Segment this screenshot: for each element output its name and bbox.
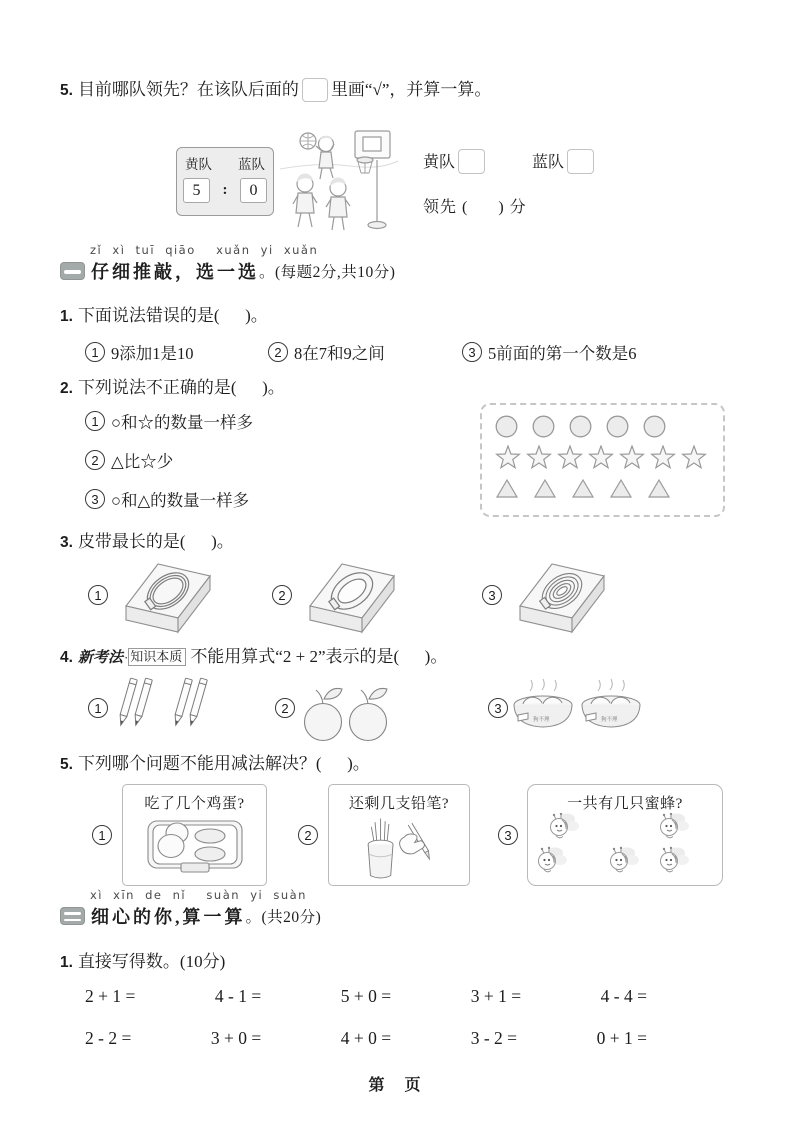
q5-caption-3: 一共有几只蜜蜂?	[567, 796, 683, 812]
section-two-pinyin: zǐ xì tuī qiāo xuǎn yi xuǎn	[90, 243, 319, 257]
section-two-icon	[60, 262, 85, 280]
section-two-header	[60, 258, 395, 284]
star-shape	[681, 445, 707, 471]
belt-image-1	[112, 556, 212, 638]
calc-problem: 4 + 0 =	[340, 1028, 392, 1048]
q4-line	[60, 645, 447, 670]
q1-text: 下面说法错误的是( )。	[77, 306, 268, 325]
q5-option-label-1[interactable]: 1	[92, 825, 112, 845]
triangle-shape	[533, 478, 557, 499]
intro-question-text-before: 目前哪队领先？在该队后面的	[77, 80, 299, 99]
calc-problem: 5 + 0 =	[340, 986, 392, 1006]
circle-row	[495, 415, 710, 438]
scoreboard	[176, 147, 274, 216]
circle-shape	[495, 415, 518, 438]
q3-option-label-1[interactable]: 1	[88, 585, 108, 605]
q2-option-3-text: ○和△的数量一样多	[111, 491, 250, 510]
q2-option-3[interactable]	[85, 487, 249, 511]
answer-box-yellow[interactable]	[458, 149, 485, 174]
intro-question-text-after: 里画“√”，并算一算。	[330, 80, 492, 99]
q5-caption-1: 吃了几个鸡蛋?	[144, 796, 245, 812]
q3-option-label-3[interactable]: 3	[482, 585, 502, 605]
q3-option-label-2[interactable]: 2	[272, 585, 292, 605]
belt-image-2	[296, 556, 396, 638]
q1-option-2[interactable]	[268, 340, 385, 364]
page-footer: 第 页	[368, 1077, 425, 1094]
q4-number: 4.	[60, 649, 73, 666]
triangle-row	[495, 478, 710, 499]
q1-option-3[interactable]	[462, 340, 637, 364]
q4-text: 不能用算式“2 + 2”表示的是( )。	[190, 647, 448, 666]
q1-option-3-text: 5前面的第一个数是6	[488, 344, 637, 363]
pencils-image	[112, 676, 230, 744]
basketball-scene-image	[278, 127, 400, 237]
circle-shape	[643, 415, 666, 438]
q1-number: 1.	[60, 308, 73, 325]
egg-tray-image	[143, 813, 247, 877]
belt-image-3	[506, 556, 606, 638]
scoreboard-teams	[183, 153, 267, 173]
knowledge-essence-badge: 知识本质	[128, 648, 186, 666]
scoreboard-team-yellow-label: 黄队	[185, 157, 212, 172]
q2-option-1[interactable]	[85, 409, 253, 433]
calc-question-number: 1.	[60, 954, 73, 971]
star-shape	[557, 445, 583, 471]
q2-option-2-text: △比☆少	[111, 452, 174, 471]
apples-image	[300, 683, 392, 743]
triangle-shape	[571, 478, 595, 499]
scoreboard-team-blue-label: 蓝队	[238, 157, 265, 172]
triangle-shape	[647, 478, 671, 499]
q3-number: 3.	[60, 534, 73, 551]
circle-shape	[569, 415, 592, 438]
answer-row	[423, 149, 597, 174]
calc-question-text: 直接写得数。(10分)	[77, 952, 226, 971]
star-shape	[650, 445, 676, 471]
calc-problem: 3 - 2 =	[470, 1028, 518, 1048]
circle-shape	[606, 415, 629, 438]
q3-text: 皮带最长的是( )。	[77, 532, 234, 551]
answer-team-yellow-label: 黄队	[423, 154, 456, 171]
q5-option-label-2[interactable]: 2	[298, 825, 318, 845]
section-three-header	[60, 903, 321, 929]
calc-problem: 2 + 1 =	[85, 986, 136, 1006]
option-number-icon: 1	[85, 411, 105, 431]
q1-option-2-text: 8在7和9之间	[294, 344, 385, 363]
calc-problem: 4 - 4 =	[600, 986, 647, 1006]
section-three-title-suffix: 。(共20分)	[245, 909, 322, 926]
calc-problem: 3 + 1 =	[470, 986, 522, 1006]
q5-number: 5.	[60, 756, 73, 773]
pencil-cup-image	[353, 813, 445, 883]
star-shape	[588, 445, 614, 471]
q1-line	[60, 304, 268, 329]
scoreboard-colon: :	[222, 182, 228, 198]
shapes-figure	[480, 403, 725, 517]
steamer-label: 狗不理	[601, 717, 618, 723]
calc-question-line	[60, 950, 225, 975]
intro-question-line	[60, 78, 491, 103]
triangle-shape	[495, 478, 519, 499]
steamers-image	[512, 678, 644, 742]
q5-text: 下列哪个问题不能用减法解决？( )。	[77, 754, 370, 773]
section-three-title: 细心的你,算一算	[91, 907, 246, 927]
option-number-icon: 2	[85, 450, 105, 470]
badge-dot: ·	[123, 650, 129, 665]
star-shape	[619, 445, 645, 471]
q3-line	[60, 530, 234, 555]
option-number-icon: 1	[85, 342, 105, 362]
leading-score-text: 领先 ( ) 分	[423, 199, 527, 216]
section-three-icon	[60, 907, 85, 925]
q5-option-label-3[interactable]: 3	[498, 825, 518, 845]
q5-caption-2: 还剩几支铅笔?	[348, 796, 450, 812]
scoreboard-score-blue: 0	[240, 178, 267, 203]
calc-row-2	[85, 1028, 647, 1049]
calc-problem: 4 - 1 =	[214, 986, 262, 1006]
q1-option-1-text: 9添加1是10	[111, 344, 194, 363]
q2-option-1-text: ○和☆的数量一样多	[111, 413, 253, 432]
q4-option-label-1[interactable]: 1	[88, 698, 108, 718]
option-number-icon: 3	[85, 489, 105, 509]
q2-option-2[interactable]	[85, 448, 173, 472]
option-number-icon: 3	[462, 342, 482, 362]
intro-question-number: 5.	[60, 82, 73, 99]
triangle-shape	[609, 478, 633, 499]
q2-line	[60, 376, 285, 401]
section-two-title-suffix: 。(每题2分,共10分)	[259, 264, 396, 281]
q4-option-label-2[interactable]: 2	[275, 698, 295, 718]
inline-check-box[interactable]	[302, 78, 328, 102]
calc-problem: 3 + 0 =	[210, 1028, 262, 1048]
star-shape	[495, 445, 521, 471]
section-three-pinyin: xì xīn de nǐ suàn yi suàn	[90, 888, 307, 902]
calc-row-1	[85, 986, 647, 1007]
scoreboard-score-yellow: 5	[183, 178, 210, 203]
q5-option-box-2[interactable]	[328, 784, 470, 886]
q1-option-1[interactable]	[85, 340, 194, 364]
scoreboard-scores	[183, 178, 267, 203]
answer-team-blue-label: 蓝队	[532, 154, 565, 171]
q2-text: 下列说法不正确的是( )。	[77, 378, 285, 397]
calc-problem: 2 - 2 =	[85, 1028, 132, 1048]
answer-box-blue[interactable]	[567, 149, 594, 174]
steamer-label: 狗不理	[533, 717, 550, 723]
circle-shape	[532, 415, 555, 438]
new-method-badge: 新考法	[77, 650, 123, 666]
q5-option-box-3[interactable]	[527, 784, 723, 886]
q4-option-label-3[interactable]: 3	[488, 698, 508, 718]
q2-number: 2.	[60, 380, 73, 397]
star-row	[495, 445, 710, 471]
star-shape	[526, 445, 552, 471]
calc-problem: 0 + 1 =	[596, 1028, 647, 1048]
option-number-icon: 2	[268, 342, 288, 362]
bees-image	[532, 813, 718, 881]
section-two-title: 仔细推敲，选一选	[91, 262, 259, 282]
q5-line	[60, 752, 370, 777]
q5-option-box-1[interactable]	[122, 784, 267, 886]
